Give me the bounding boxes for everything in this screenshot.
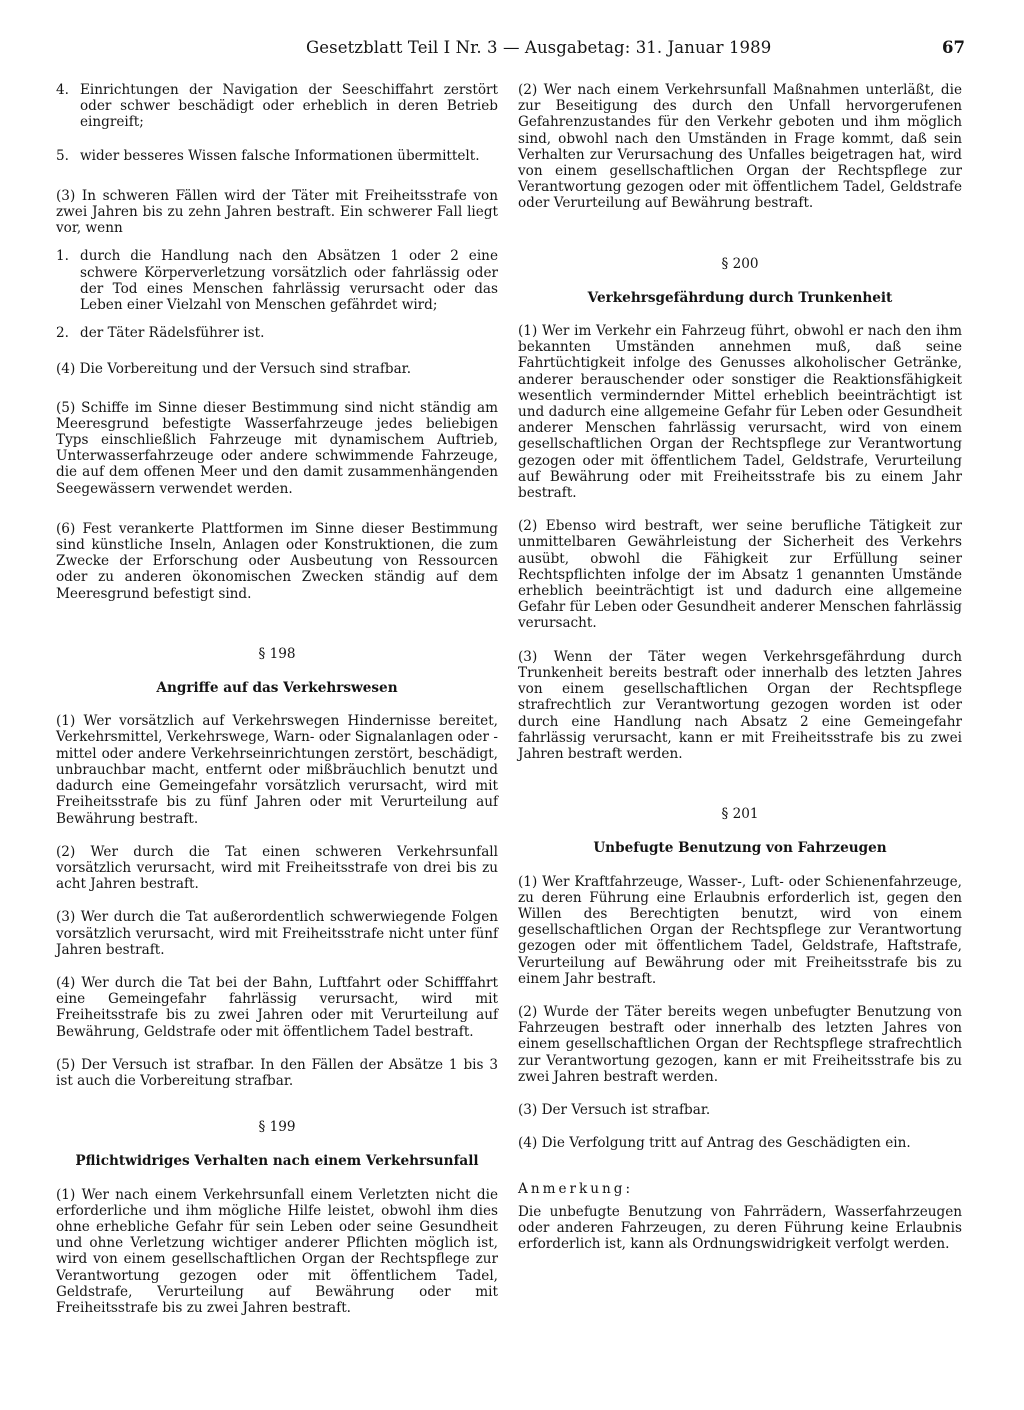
list-item-text: Einrichtungen der Navigation der Seeschiffahrt zerstört oder schwer beschädigt oder erheblich in deren Betrieb eingreift;	[80, 82, 498, 131]
paragraph: (1) Wer vorsätzlich auf Verkehrswegen Hindernisse bereitet, Verkehrsmittel, Verkehrswege, Warn- oder Signalanlagen oder -mittel oder andere Verkehrseinrichtungen zerstört, beschädigt, unbrauchbar macht, entfernt oder mißbräuchlich benutzt und dadurch eine Gemeingefahr vorsätzlich verursacht, wird mit Freiheitsstrafe bis zu fünf Jahren oder mit Verurteilung auf Bewährung bestraft.	[56, 713, 498, 827]
paragraph: (4) Wer durch die Tat bei der Bahn, Luftfahrt oder Schifffahrt eine Gemeingefahr fahrlässig verursacht, wird mit Freiheitsstrafe bis zu zwei Jahren oder mit Verurteilung auf Bewährung, Geldstrafe oder mit öffentlichem Tadel bestraft.	[56, 974, 498, 1040]
paragraph: (3) Wer durch die Tat außerordentlich schwerwiegende Folgen vorsätzlich verursacht, wird mit Freiheitsstrafe nicht unter fünf Jahren bestraft.	[56, 909, 498, 958]
paragraph: (4) Die Verfolgung tritt auf Antrag des Geschädigten ein.	[518, 1135, 911, 1152]
paragraph: (3) Der Versuch ist strafbar.	[518, 1101, 711, 1118]
section-number: § 199	[258, 1119, 296, 1136]
note-label: Anmerkung:	[518, 1181, 634, 1198]
section-number: § 198	[258, 645, 296, 662]
paragraph: (6) Fest verankerte Plattformen im Sinne dieser Bestimmung sind künstliche Inseln, Anlagen oder Konstruktionen, die zum Zwecke der Erforschung oder Ausbeutung von Ressourcen oder zu anderen ökonomischen Zwecken ständig auf dem Meeresgrund befestigt sind.	[56, 520, 498, 602]
right-column	[518, 82, 962, 1269]
paragraph: (5) Der Versuch ist strafbar. In den Fällen der Absätze 1 bis 3 ist auch die Vorbereitung strafbar.	[56, 1056, 498, 1089]
paragraph: (2) Wer durch die Tat einen schweren Verkehrsunfall vorsätzlich verursacht, wird mit Freiheitsstrafe von drei bis zu acht Jahren bestraft.	[56, 843, 498, 893]
note-text: Die unbefugte Benutzung von Fahrrädern, Wasserfahrzeugen oder anderen Fahrzeugen, zu deren Führung keine Erlaubnis erforderlich ist, kann als Ordnungswidrigkeit verfolgt werden.	[518, 1203, 962, 1252]
section-title: Pflichtwidriges Verhalten nach einem Verkehrsunfall	[75, 1153, 479, 1170]
paragraph: (3) Wenn der Täter wegen Verkehrsgefährdung durch Trunkenheit bereits bestraft oder innerhalb des letzten Jahres von einem gesellschaftlichen Organ der Rechtspflege strafrechtlich zur Verantwortung gezogen worden ist oder durch eine Handlung nach Absatz 2 eine Gemeingefahr fahrlässig verursacht, kann er mit Freiheitsstrafe bis zu zwei Jahren bestraft werden.	[518, 648, 962, 762]
paragraph: (5) Schiffe im Sinne dieser Bestimmung sind nicht ständig am Meeresgrund befestigte Wasserfahrzeuge jedes beliebigen Typs einschließlich Fahrzeuge mit dynamischem Auftrieb, Unterwasserfahrzeuge oder andere schwimmende Fahrzeuge, die auf dem offenen Meer und den damit zusammenhängenden Seegewässern verwendet werden.	[56, 399, 498, 497]
paragraph: (1) Wer nach einem Verkehrsunfall einem Verletzten nicht die erforderliche und ihm mögliche Hilfe leistet, obwohl ihm dies ohne erhebliche Gefahr für sein Leben oder seine Gesundheit und ohne Verletzung wichtiger anderer Pflichten möglich ist, wird von einem gesellschaftlichen Organ der Rechtspflege zur Verantwortung gezogen oder mit öffentlichem Tadel, Geldstrafe, Verurteilung auf Bewährung oder mit Freiheitsstrafe bis zu zwei Jahren bestraft.	[56, 1186, 498, 1316]
section-number: § 200	[721, 255, 759, 272]
list-item	[56, 248, 498, 313]
section-title: Verkehrsgefährdung durch Trunkenheit	[587, 289, 893, 306]
list-item-number: 1.	[56, 248, 69, 265]
paragraph: (4) Die Vorbereitung und der Versuch sind strafbar.	[56, 361, 412, 378]
page-header	[0, 38, 1024, 68]
section-title: Angriffe auf das Verkehrswesen	[156, 680, 398, 697]
paragraph: (2) Wurde der Täter bereits wegen unbefugter Benutzung von Fahrzeugen bestraft oder innerhalb des letzten Jahres von einem gesellschaftlichen Organ der Rechtspflege strafrechtlich zur Verantwortung gezogen, kann er mit Freiheitsstrafe bis zu zwei Jahren bestraft werden.	[518, 1003, 962, 1085]
section-number: § 201	[721, 806, 759, 823]
list-item-number: 4.	[56, 82, 69, 98]
paragraph: (3) In schweren Fällen wird der Täter mit Freiheitsstrafe von zwei Jahren bis zu zehn Jahren bestraft. Ein schwerer Fall liegt vor, wenn	[56, 187, 498, 237]
paragraph: (2) Ebenso wird bestraft, wer seine berufliche Tätigkeit zur unmittelbaren Gewährleistung der Sicherheit des Verkehrs ausübt, obwohl die Fähigkeit zur Erfüllung seiner Rechtspflichten infolge der im Absatz 1 genannten Umstände erheblich beeinträchtigt ist und dadurch eine allgemeine Gefahr für Leben oder Gesundheit anderer Menschen fahrlässig verursacht.	[518, 518, 962, 632]
section-title: Unbefugte Benutzung von Fahrzeugen	[593, 840, 887, 857]
list-item-text: der Täter Rädelsführer ist.	[80, 325, 265, 342]
paragraph: (1) Wer Kraftfahrzeuge, Wasser-, Luft- oder Schienenfahrzeuge, zu deren Führung eine Erlaubnis erforderlich ist, gegen den Willen des Berechtigten benutzt, wird von einem gesellschaftlichen Organ der Rechtspflege zur Verantwortung gezogen oder mit öffentlichem Tadel, Geldstrafe, Haftstrafe, Verurteilung auf Bewährung oder mit Freiheitsstrafe bis zu einem Jahr bestraft.	[518, 873, 962, 987]
list-item	[56, 325, 498, 341]
left-column	[56, 82, 498, 1333]
list-item-text: durch die Handlung nach den Absätzen 1 oder 2 eine schwere Körperverletzung vorsätzlich oder fahrlässig oder der Tod eines Menschen fahrlässig verursacht oder das Leben einer Vielzahl von Menschen gefährdet wird;	[80, 248, 498, 314]
list-item	[56, 82, 498, 131]
paragraph: (1) Wer im Verkehr ein Fahrzeug führt, obwohl er nach den ihm bekannten Umständen annehmen muß, daß seine Fahrtüchtigkeit infolge des Genusses alkoholischer Getränke, anderer berauschender oder sonstiger die Reaktionsfähigkeit wesentlich vermindernder Mittel erheblich beeinträchtigt ist und dadurch eine allgemeine Gefahr für Leben oder Gesundheit anderer Menschen fahrlässig verursacht, wird von einem gesellschaftlichen Organ der Rechtspflege zur Verantwortung gezogen oder mit öffentlichem Tadel, Geldstrafe, Verurteilung auf Bewährung oder mit Freiheitsstrafe bis zu einem Jahr bestraft.	[518, 323, 962, 502]
page-number: 67	[942, 38, 965, 57]
list-item-number: 2.	[56, 325, 69, 342]
list-item-text: wider besseres Wissen falsche Informationen übermittelt.	[80, 147, 480, 164]
paragraph: (2) Wer nach einem Verkehrsunfall Maßnahmen unterläßt, die zur Beseitigung des durch den Unfall hervorgerufenen Gefahrenzustandes für den Verkehr geboten und ihm möglich sind, obwohl nach den Umständen in Frage kommt, daß sein Verhalten zur Verursachung des Unfalles beigetragen hat, wird von einem gesellschaftlichen Organ der Rechtspflege zur Verantwortung gezogen oder mit öffentlichem Tadel, Geldstrafe oder Verurteilung auf Bewährung bestraft.	[518, 82, 962, 212]
page-header-title: Gesetzblatt Teil I Nr. 3 — Ausgabetag: 31. Januar 1989	[306, 38, 772, 57]
list-item	[56, 148, 498, 164]
list-item-number: 5.	[56, 147, 69, 164]
